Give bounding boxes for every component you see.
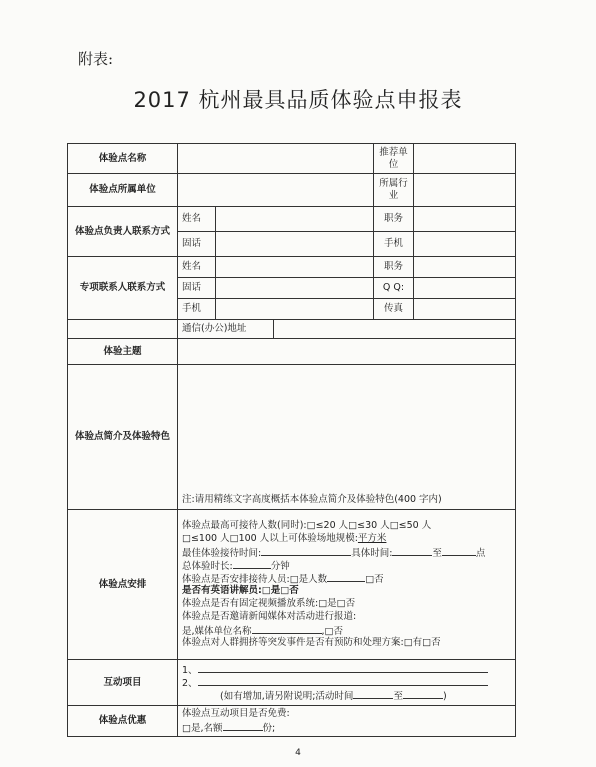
arrange-to: 至	[432, 547, 442, 559]
arrange-line-4	[182, 559, 511, 572]
address-label: 通信(办公)地址	[178, 320, 274, 339]
arrange-line-8: 体验点是否邀请新闻媒体对活动进行报道:	[182, 610, 357, 622]
discount-field	[178, 706, 516, 737]
best-time-blank[interactable]	[261, 546, 351, 556]
arrange-line-7: 体验点是否有固定视频播放系统:□是□否	[182, 597, 356, 609]
interact-line-3	[182, 689, 511, 702]
page-title: 2017 杭州最具品质体验点申报表	[133, 88, 463, 112]
arrange-label: 体验点安排	[68, 510, 178, 660]
discount-line-1: 体验点互动项目是否免费:	[182, 708, 290, 719]
interact-to: 至	[393, 691, 403, 702]
arrange-sqm-unit: 平方米	[357, 532, 387, 544]
time-start-blank[interactable]	[392, 546, 432, 556]
arrange-oclock: 点	[475, 547, 486, 559]
arrange-line-3	[182, 546, 511, 559]
industry-field[interactable]	[414, 174, 516, 207]
leader-label: 体验点负责人联系方式	[68, 207, 178, 257]
contact-landline-label: 固话	[178, 278, 216, 299]
contact-label: 专项联系人联系方式	[68, 257, 178, 320]
interact-label: 互动项目	[68, 660, 178, 706]
name-label: 体验点名称	[68, 144, 178, 174]
reception-count-blank[interactable]	[327, 572, 365, 582]
contact-qq-label: Q Q:	[374, 278, 414, 299]
duration-blank[interactable]	[233, 559, 271, 569]
leader-mobile-field[interactable]	[414, 232, 516, 257]
arrange-minutes: 分钟	[270, 560, 290, 572]
arrange-line-6: 是否有英语讲解员:□是□否	[182, 584, 299, 596]
arrange-duration: 总体验时长:	[182, 560, 233, 572]
arrange-line-9	[182, 624, 511, 637]
appendix-label: 附表:	[78, 50, 114, 68]
interact-num-1: 1、	[182, 665, 198, 676]
interact-blank-1[interactable]	[198, 663, 488, 673]
theme-label: 体验主题	[68, 339, 178, 365]
interact-start-blank[interactable]	[353, 689, 393, 699]
address-field[interactable]	[274, 320, 516, 339]
contact-title-label: 职务	[374, 257, 414, 278]
contact-fax-field[interactable]	[414, 299, 516, 320]
contact-fax-label: 传真	[374, 299, 414, 320]
intro-field[interactable]	[178, 365, 516, 510]
discount-line-2	[182, 721, 511, 734]
contact-title-field[interactable]	[414, 257, 516, 278]
intro-note: 注:请用精练文字高度概括本体验点简介及体验特色(400 字内)	[182, 494, 442, 506]
discount-label: 体验点优惠	[68, 706, 178, 737]
industry-label: 所属行业	[374, 174, 414, 207]
interact-num-2: 2、	[182, 678, 198, 689]
unit-label: 体验点所属单位	[68, 174, 178, 207]
arrange-media-no: ,□否	[321, 625, 344, 637]
arrange-line-10: 体验点对人群拥挤等突发事件是否有预防和处理方案:□有□否	[182, 636, 441, 648]
arrange-best-time: 最佳体验接待时间:	[182, 547, 262, 559]
leader-title-field[interactable]	[414, 207, 516, 232]
page-number: 4	[295, 748, 301, 758]
interact-line-2	[182, 676, 511, 689]
arrange-line-5	[182, 572, 511, 585]
interact-end-blank[interactable]	[403, 689, 443, 699]
leader-landline-label: 固话	[178, 232, 216, 257]
contact-mobile-label: 手机	[178, 299, 216, 320]
leader-landline-field[interactable]	[216, 232, 374, 257]
recommend-field[interactable]	[414, 144, 516, 174]
media-name-blank[interactable]	[252, 624, 322, 634]
arrange-line-2	[182, 533, 511, 546]
arrange-scale-text: □≤100 人□100 人以上可体验场地规模:	[182, 532, 358, 544]
contact-name-field[interactable]	[216, 257, 374, 278]
name-field[interactable]	[178, 144, 374, 174]
contact-landline-field[interactable]	[216, 278, 374, 299]
leader-mobile-label: 手机	[374, 232, 414, 257]
leader-name-label: 姓名	[178, 207, 216, 232]
interact-note: (如有增加,请另附说明;活动时间	[220, 691, 354, 702]
unit-field[interactable]	[178, 174, 374, 207]
arrange-field	[178, 510, 516, 660]
address-spacer	[68, 320, 178, 339]
arrange-reception-no: □否	[365, 573, 384, 585]
arrange-reception: 体验点是否安排接待人员:□是人数	[182, 573, 328, 585]
time-end-blank[interactable]	[442, 546, 476, 556]
arrange-line-1: 体验点最高可接待人数(同时):□≤20 人□≤30 人□≤50 人	[182, 519, 432, 531]
interact-blank-2[interactable]	[198, 676, 488, 686]
application-form-table	[67, 143, 516, 737]
intro-label: 体验点简介及体验特色	[68, 365, 178, 510]
contact-mobile-field[interactable]	[216, 299, 374, 320]
contact-name-label: 姓名	[178, 257, 216, 278]
recommend-label: 推荐单位	[374, 144, 414, 174]
leader-name-field[interactable]	[216, 207, 374, 232]
discount-unit: 份;	[262, 723, 276, 734]
discount-quota: □是,名额	[182, 723, 223, 734]
interact-close: )	[442, 691, 447, 702]
interact-line-1	[182, 663, 511, 676]
arrange-media-name: 是,媒体单位名称	[182, 625, 252, 637]
theme-field[interactable]	[178, 339, 516, 365]
leader-title-label: 职务	[374, 207, 414, 232]
discount-quota-blank[interactable]	[223, 721, 263, 731]
contact-qq-field[interactable]	[414, 278, 516, 299]
interact-field	[178, 660, 516, 706]
arrange-specific-time: 具体时间:	[351, 547, 393, 559]
